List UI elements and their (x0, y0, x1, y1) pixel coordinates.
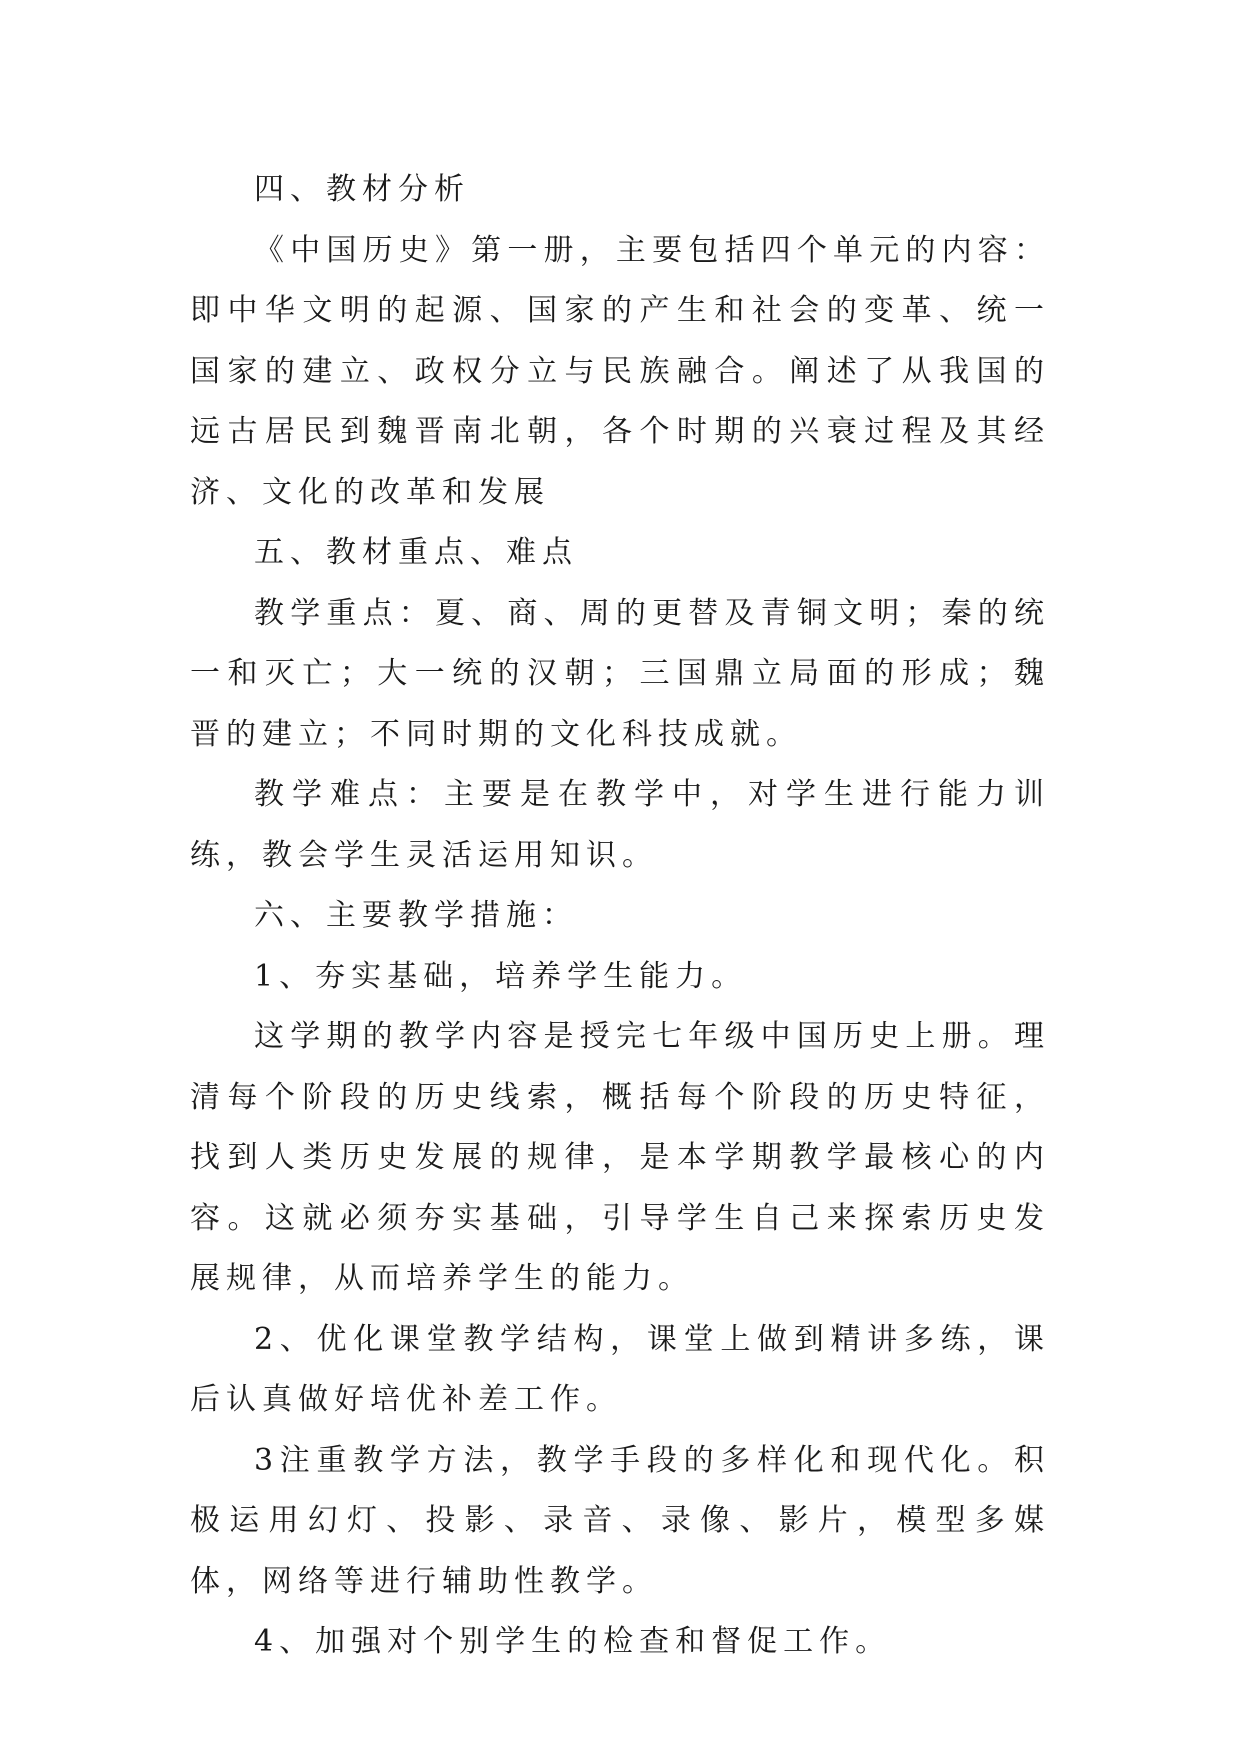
measure-item-4: 4、加强对个别学生的检查和督促工作。 (254, 1624, 892, 1659)
section-heading-key-points: 五、教材重点、难点 (254, 535, 578, 570)
paragraph-measure-1-detail: 这学期的教学内容是授完七年级中国历史上册。理清每个阶段的历史线索，概括每个阶段的历史特征，找到人类历史发展的规律，是本学期教学最核心的内容。这就必须夯实基础，引导学生自己来探索历史发展规律，从而培养学生的能力。 (190, 1019, 1050, 1296)
paragraph-teaching-focus: 教学重点：夏、商、周的更替及青铜文明；秦的统一和灭亡；大一统的汉朝；三国鼎立局面的形成；魏晋的建立；不同时期的文化科技成就。 (190, 595, 1050, 752)
paragraph-textbook-overview: 《中国历史》第一册，主要包括四个单元的内容：即中华文明的起源、国家的产生和社会的变革、统一国家的建立、政权分立与民族融合。阐述了从我国的远古居民到魏晋南北朝，各个时期的兴衰过程及其经济、文化的改革和发展 (190, 232, 1050, 510)
measure-item-1-heading: 1、夯实基础，培养学生能力。 (254, 958, 748, 994)
paragraph-teaching-difficulty: 教学难点：主要是在教学中，对学生进行能力训练，教会学生灵活运用知识。 (190, 777, 1050, 873)
section-heading-textbook-analysis: 四、教材分析 (254, 172, 470, 207)
document-body (190, 160, 1050, 1673)
section-heading-teaching-measures: 六、主要教学措施： (254, 898, 578, 933)
measure-item-3: 3注重教学方法，教学手段的多样化和现代化。积极运用幻灯、投影、录音、录像、影片，模型多媒体，网络等进行辅助性教学。 (190, 1442, 1050, 1599)
measure-item-2: 2、优化课堂教学结构，课堂上做到精讲多练，课后认真做好培优补差工作。 (190, 1321, 1050, 1417)
